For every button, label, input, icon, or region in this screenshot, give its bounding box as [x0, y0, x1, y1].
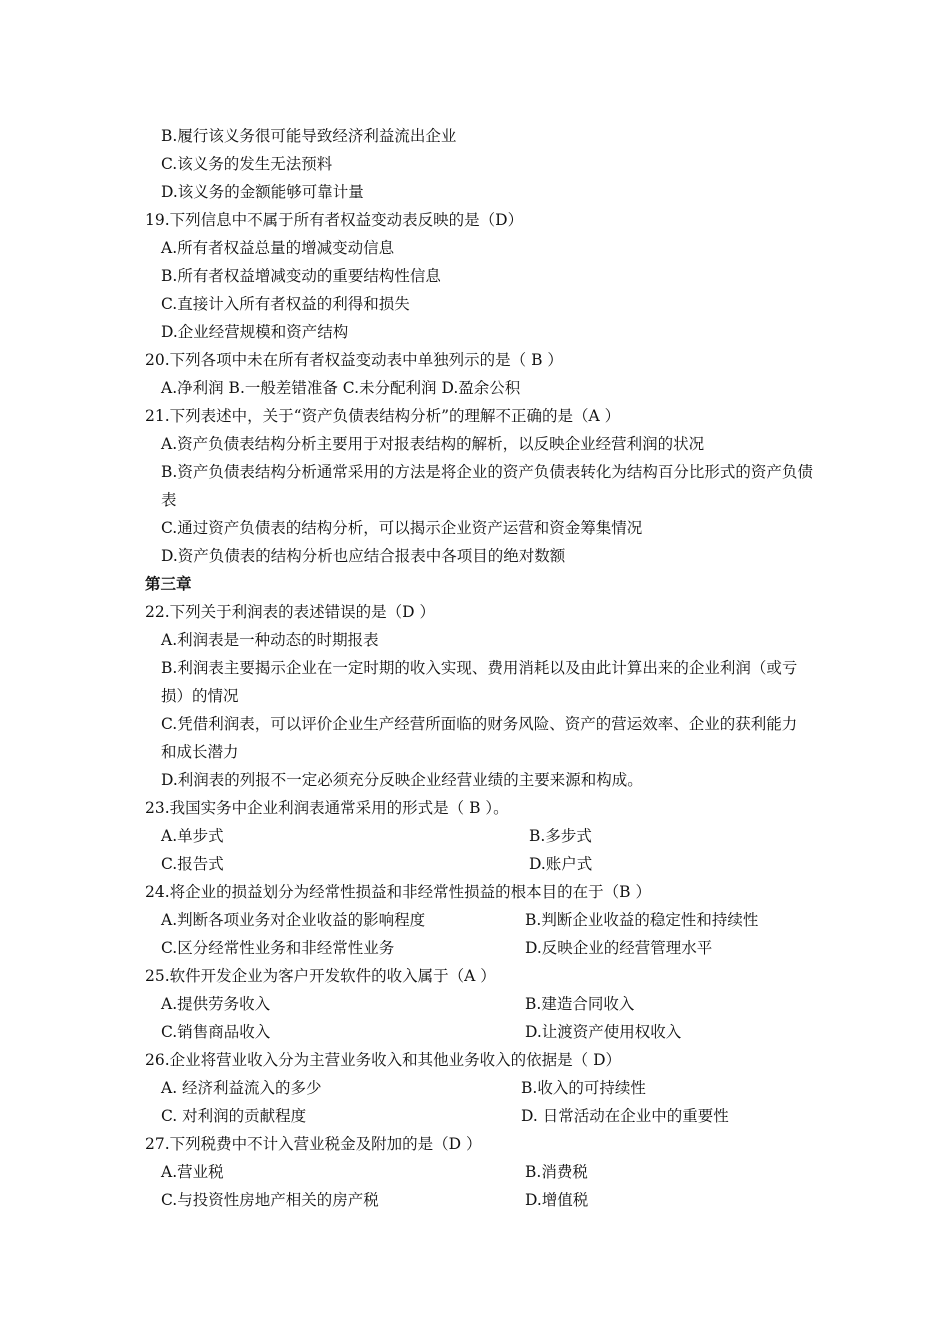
question-26: 26.企业将营业收入分为主营业务收入和其他业务收入的依据是（ D） [145, 1051, 622, 1069]
q27-option-b: B.消费税 [525, 1163, 588, 1181]
q18-option-c: C.该义务的发生无法预料 [161, 155, 333, 173]
q21-option-b: B.资产负债表结构分析通常采用的方法是将企业的资产负债表转化为结构百分比形式的资产负债表 [161, 463, 813, 509]
q24-option-c: C.区分经常性业务和非经常性业务 [161, 939, 395, 957]
q26-options-row-1 [145, 1074, 825, 1102]
q19-option-d: D.企业经营规模和资产结构 [161, 323, 349, 341]
q23-option-a: A.单步式 [161, 827, 224, 845]
q21-option-c: C.通过资产负债表的结构分析，可以揭示企业资产运营和资金筹集情况 [161, 519, 643, 537]
q21-option-a: A.资产负债表结构分析主要用于对报表结构的解析，以反映企业经营利润的状况 [161, 435, 705, 453]
q26-option-a: A. 经济利益流入的多少 [161, 1079, 322, 1097]
question-19: 19.下列信息中不属于所有者权益变动表反映的是（D） [145, 211, 524, 229]
question-list [145, 122, 825, 1214]
q27-option-c: C.与投资性房地产相关的房产税 [161, 1191, 379, 1209]
question-27: 27.下列税费中不计入营业税金及附加的是（D ） [145, 1135, 482, 1153]
q24-option-b: B.判断企业收益的稳定性和持续性 [525, 911, 759, 929]
q18-option-b: B.履行该义务很可能导致经济利益流出企业 [161, 127, 457, 145]
q19-option-c: C.直接计入所有者权益的利得和损失 [161, 295, 410, 313]
q20-options: A.净利润 B.一般差错准备 C.未分配利润 D.盈余公积 [161, 379, 521, 397]
q26-option-d: D. 日常活动在企业中的重要性 [521, 1107, 729, 1125]
question-24: 24.将企业的损益划分为经常性损益和非经常性损益的根本目的在于（B ） [145, 883, 651, 901]
q25-option-a: A.提供劳务收入 [161, 995, 271, 1013]
question-20: 20.下列各项中未在所有者权益变动表中单独列示的是（ B ） [145, 351, 563, 369]
q25-option-b: B.建造合同收入 [525, 995, 635, 1013]
q26-option-b: B.收入的可持续性 [521, 1079, 646, 1097]
q25-option-d: D.让渡资产使用权收入 [525, 1023, 682, 1041]
q21-option-d: D.资产负债表的结构分析也应结合报表中各项目的绝对数额 [161, 547, 566, 565]
q24-option-a: A.判断各项业务对企业收益的影响程度 [161, 911, 426, 929]
question-23: 23.我国实务中企业利润表通常采用的形式是（ B ）。 [145, 799, 509, 817]
question-22: 22.下列关于利润表的表述错误的是（D ） [145, 603, 436, 621]
q23-options-row-2 [145, 850, 825, 878]
question-25: 25.软件开发企业为客户开发软件的收入属于（A ） [145, 967, 496, 985]
q23-options-row-1 [145, 822, 825, 850]
q27-options-row-2 [145, 1186, 825, 1214]
q22-option-a: A.利润表是一种动态的时期报表 [161, 631, 379, 649]
q27-options-row-1 [145, 1158, 825, 1186]
q19-option-b: B.所有者权益增减变动的重要结构性信息 [161, 267, 441, 285]
q26-options-row-2 [145, 1102, 825, 1130]
q19-option-a: A.所有者权益总量的增减变动信息 [161, 239, 395, 257]
q23-option-c: C.报告式 [161, 855, 224, 873]
q25-options-row-1 [145, 990, 825, 1018]
q23-option-d: D.账户式 [529, 855, 593, 873]
question-21: 21.下列表述中，关于“资产负债表结构分析”的理解不正确的是（A ） [145, 407, 621, 425]
q26-option-c: C. 对利润的贡献程度 [161, 1107, 307, 1125]
q27-option-d: D.增值税 [525, 1191, 589, 1209]
q22-option-c: C.凭借利润表，可以评价企业生产经营所面临的财务风险、资产的营运效率、企业的获利能力和成长潜力 [161, 715, 798, 761]
chapter-heading: 第三章 [145, 574, 192, 593]
q18-option-d: D.该义务的金额能够可靠计量 [161, 183, 364, 201]
q25-option-c: C.销售商品收入 [161, 1023, 271, 1041]
q24-options-row-1 [145, 906, 825, 934]
q22-option-b: B.利润表主要揭示企业在一定时期的收入实现、费用消耗以及由此计算出来的企业利润（或亏损）的情况 [161, 659, 798, 705]
q22-option-d: D.利润表的列报不一定必须充分反映企业经营业绩的主要来源和构成。 [161, 771, 643, 789]
q27-option-a: A.营业税 [161, 1163, 224, 1181]
q24-option-d: D.反映企业的经营管理水平 [525, 939, 713, 957]
q25-options-row-2 [145, 1018, 825, 1046]
q23-option-b: B.多步式 [529, 827, 592, 845]
q24-options-row-2 [145, 934, 825, 962]
